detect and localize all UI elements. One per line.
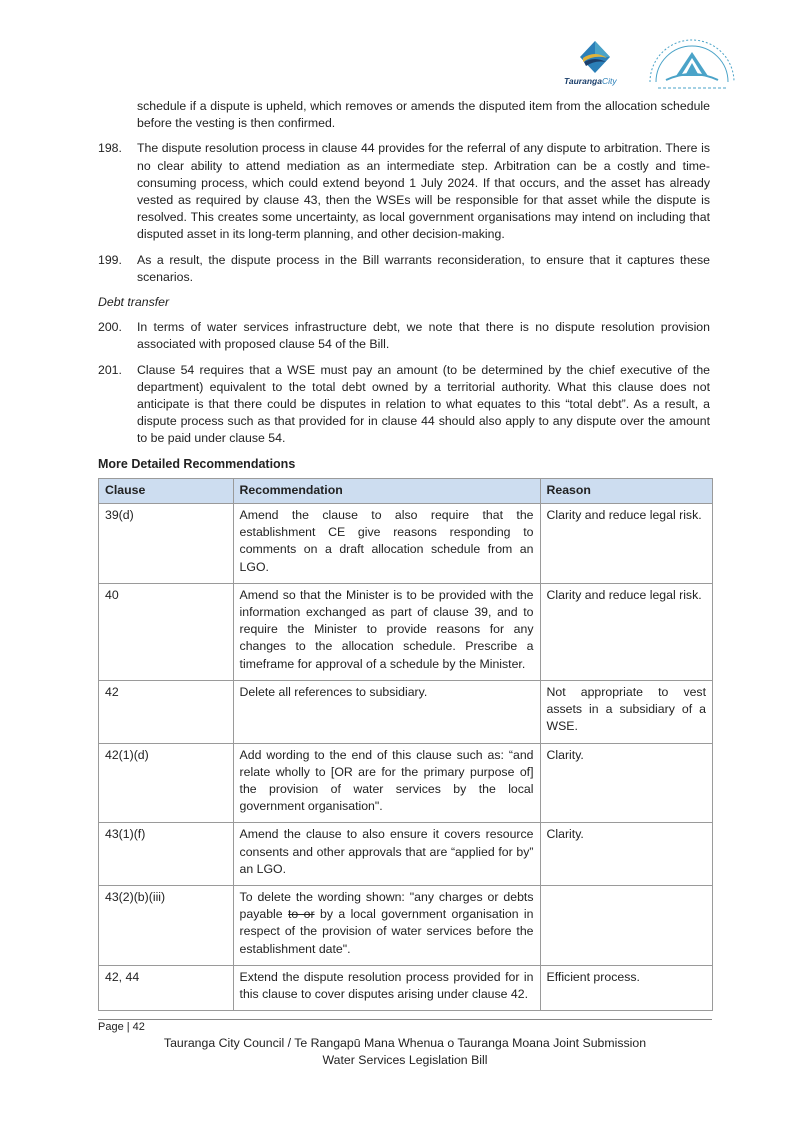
logo-name-main: Tauranga xyxy=(564,76,602,86)
table-row xyxy=(99,885,713,965)
header-logos xyxy=(560,36,760,96)
cell-recommendation: Amend the clause to also require that the establishment CE give reasons responding to comments on a draft allocation schedule from an LGO. xyxy=(233,504,540,584)
te-rangapu-logo-mark xyxy=(642,36,742,94)
cell-clause: 43(2)(b)(iii) xyxy=(99,885,234,965)
struck-text: to or xyxy=(288,907,315,922)
cell-recommendation: Delete all references to subsidiary. xyxy=(233,680,540,743)
footer-divider xyxy=(98,1019,712,1020)
cell-reason: Clarity. xyxy=(540,823,713,886)
recommendations-table xyxy=(98,478,713,1011)
tauranga-city-logo xyxy=(560,36,630,94)
paragraph-198 xyxy=(98,140,710,243)
paragraph-text: Clause 54 requires that a WSE must pay an amount (to be determined by the chief executive of the department) equivalent to the total debt owned by a territorial authority. What this clause does not anticipate is that there could be disputes in relation to what equates to this “total debt”. As a result, a dispute process such as that provided for in clause 44 should also apply to any dispute over the amount to be paid under clause 54. xyxy=(137,362,710,446)
table-header-row xyxy=(99,478,713,503)
cell-clause: 42(1)(d) xyxy=(99,743,234,823)
cell-reason: Clarity and reduce legal risk. xyxy=(540,583,713,680)
table-row xyxy=(99,743,713,823)
table-row xyxy=(99,823,713,886)
cell-reason: Efficient process. xyxy=(540,965,713,1010)
footer xyxy=(98,1035,712,1069)
paragraph-number: 201. xyxy=(98,362,122,377)
paragraph-number: 199. xyxy=(98,252,122,267)
paragraph-text: In terms of water services infrastructure debt, we note that there is no dispute resolution provision associated with proposed clause 54 of the Bill. xyxy=(137,320,710,352)
paragraph-text: schedule if a dispute is upheld, which removes or amends the disputed item from the allocation schedule before the vesting is then confirmed. xyxy=(137,99,710,131)
cell-reason: Not appropriate to vest assets in a subsidiary of a WSE. xyxy=(540,680,713,743)
cell-recommendation: Amend the clause to also ensure it covers resource consents and other approvals that are “applied for by” an LGO. xyxy=(233,823,540,886)
column-header-recommendation: Recommendation xyxy=(233,478,540,503)
cell-recommendation: Add wording to the end of this clause such as: “and relate wholly to [OR are for the primary purpose of] the provision of water services by the local government organisation". xyxy=(233,743,540,823)
table-row xyxy=(99,680,713,743)
cell-clause: 42 xyxy=(99,680,234,743)
recommendation-text-before: To delete the wording shown: "any charges or debts payable xyxy=(239,889,534,922)
cell-clause: 43(1)(f) xyxy=(99,823,234,886)
paragraph-number: 200. xyxy=(98,320,122,335)
paragraph-199 xyxy=(98,252,710,286)
cell-recommendation: Amend so that the Minister is to be provided with the information exchanged as part of clause 39, and to require the Minister to provide reasons for any changes to the allocation schedule. Prescribe a timeframe for approval of a schedule by the Minister. xyxy=(233,583,540,680)
recommendation-text-after: by a local government organisation in respect of the provision of water services before the establishment date". xyxy=(239,907,534,956)
paragraph-number: 198. xyxy=(98,141,122,156)
paragraph-200 xyxy=(98,319,710,353)
table-row xyxy=(99,965,713,1010)
table-row xyxy=(99,504,713,584)
cell-reason: Clarity and reduce legal risk. xyxy=(540,504,713,584)
cell-reason: Clarity. xyxy=(540,743,713,823)
cell-clause: 42, 44 xyxy=(99,965,234,1010)
cell-recommendation: Extend the dispute resolution process provided for in this clause to cover disputes arising under clause 42. xyxy=(233,965,540,1010)
section-subheading: Debt transfer xyxy=(98,295,170,310)
paragraph-201 xyxy=(98,362,710,448)
tauranga-city-logo-text xyxy=(564,76,617,86)
tauranga-city-logo-mark xyxy=(578,40,612,74)
paragraph-text: The dispute resolution process in clause 44 provides for the referral of any dispute to arbitration. There is no clear ability to attend mediation as an intermediate step. Arbitration can be a costly and time-consuming process, which could extend beyond 1 July 2024. If that occurs, and the asset has already vested as required by clause 43, then the WSEs will be responsible for that asset while the dispute is resolved. This creates some uncertainty, as local government organisations may intend on including that disputed asset in its long-term planning, and other decision-making. xyxy=(137,141,710,242)
continuation-paragraph xyxy=(98,98,710,132)
logo-name-sub: City xyxy=(601,76,617,86)
table-title: More Detailed Recommendations xyxy=(98,456,296,471)
column-header-reason: Reason xyxy=(540,478,713,503)
cell-clause: 40 xyxy=(99,583,234,680)
paragraph-text: As a result, the dispute process in the Bill warrants reconsideration, to ensure that it captures these scenarios. xyxy=(137,252,710,284)
footer-line-2: Water Services Legislation Bill xyxy=(322,1053,488,1067)
cell-clause: 39(d) xyxy=(99,504,234,584)
page-content xyxy=(98,98,710,1011)
page-number: Page | 42 xyxy=(98,1021,145,1033)
cell-reason xyxy=(540,885,713,965)
column-header-clause: Clause xyxy=(99,478,234,503)
table-row xyxy=(99,583,713,680)
cell-recommendation xyxy=(233,885,540,965)
footer-line-1: Tauranga City Council / Te Rangapū Mana Whenua o Tauranga Moana Joint Submission xyxy=(163,1036,647,1050)
te-rangapu-logo xyxy=(642,36,742,94)
